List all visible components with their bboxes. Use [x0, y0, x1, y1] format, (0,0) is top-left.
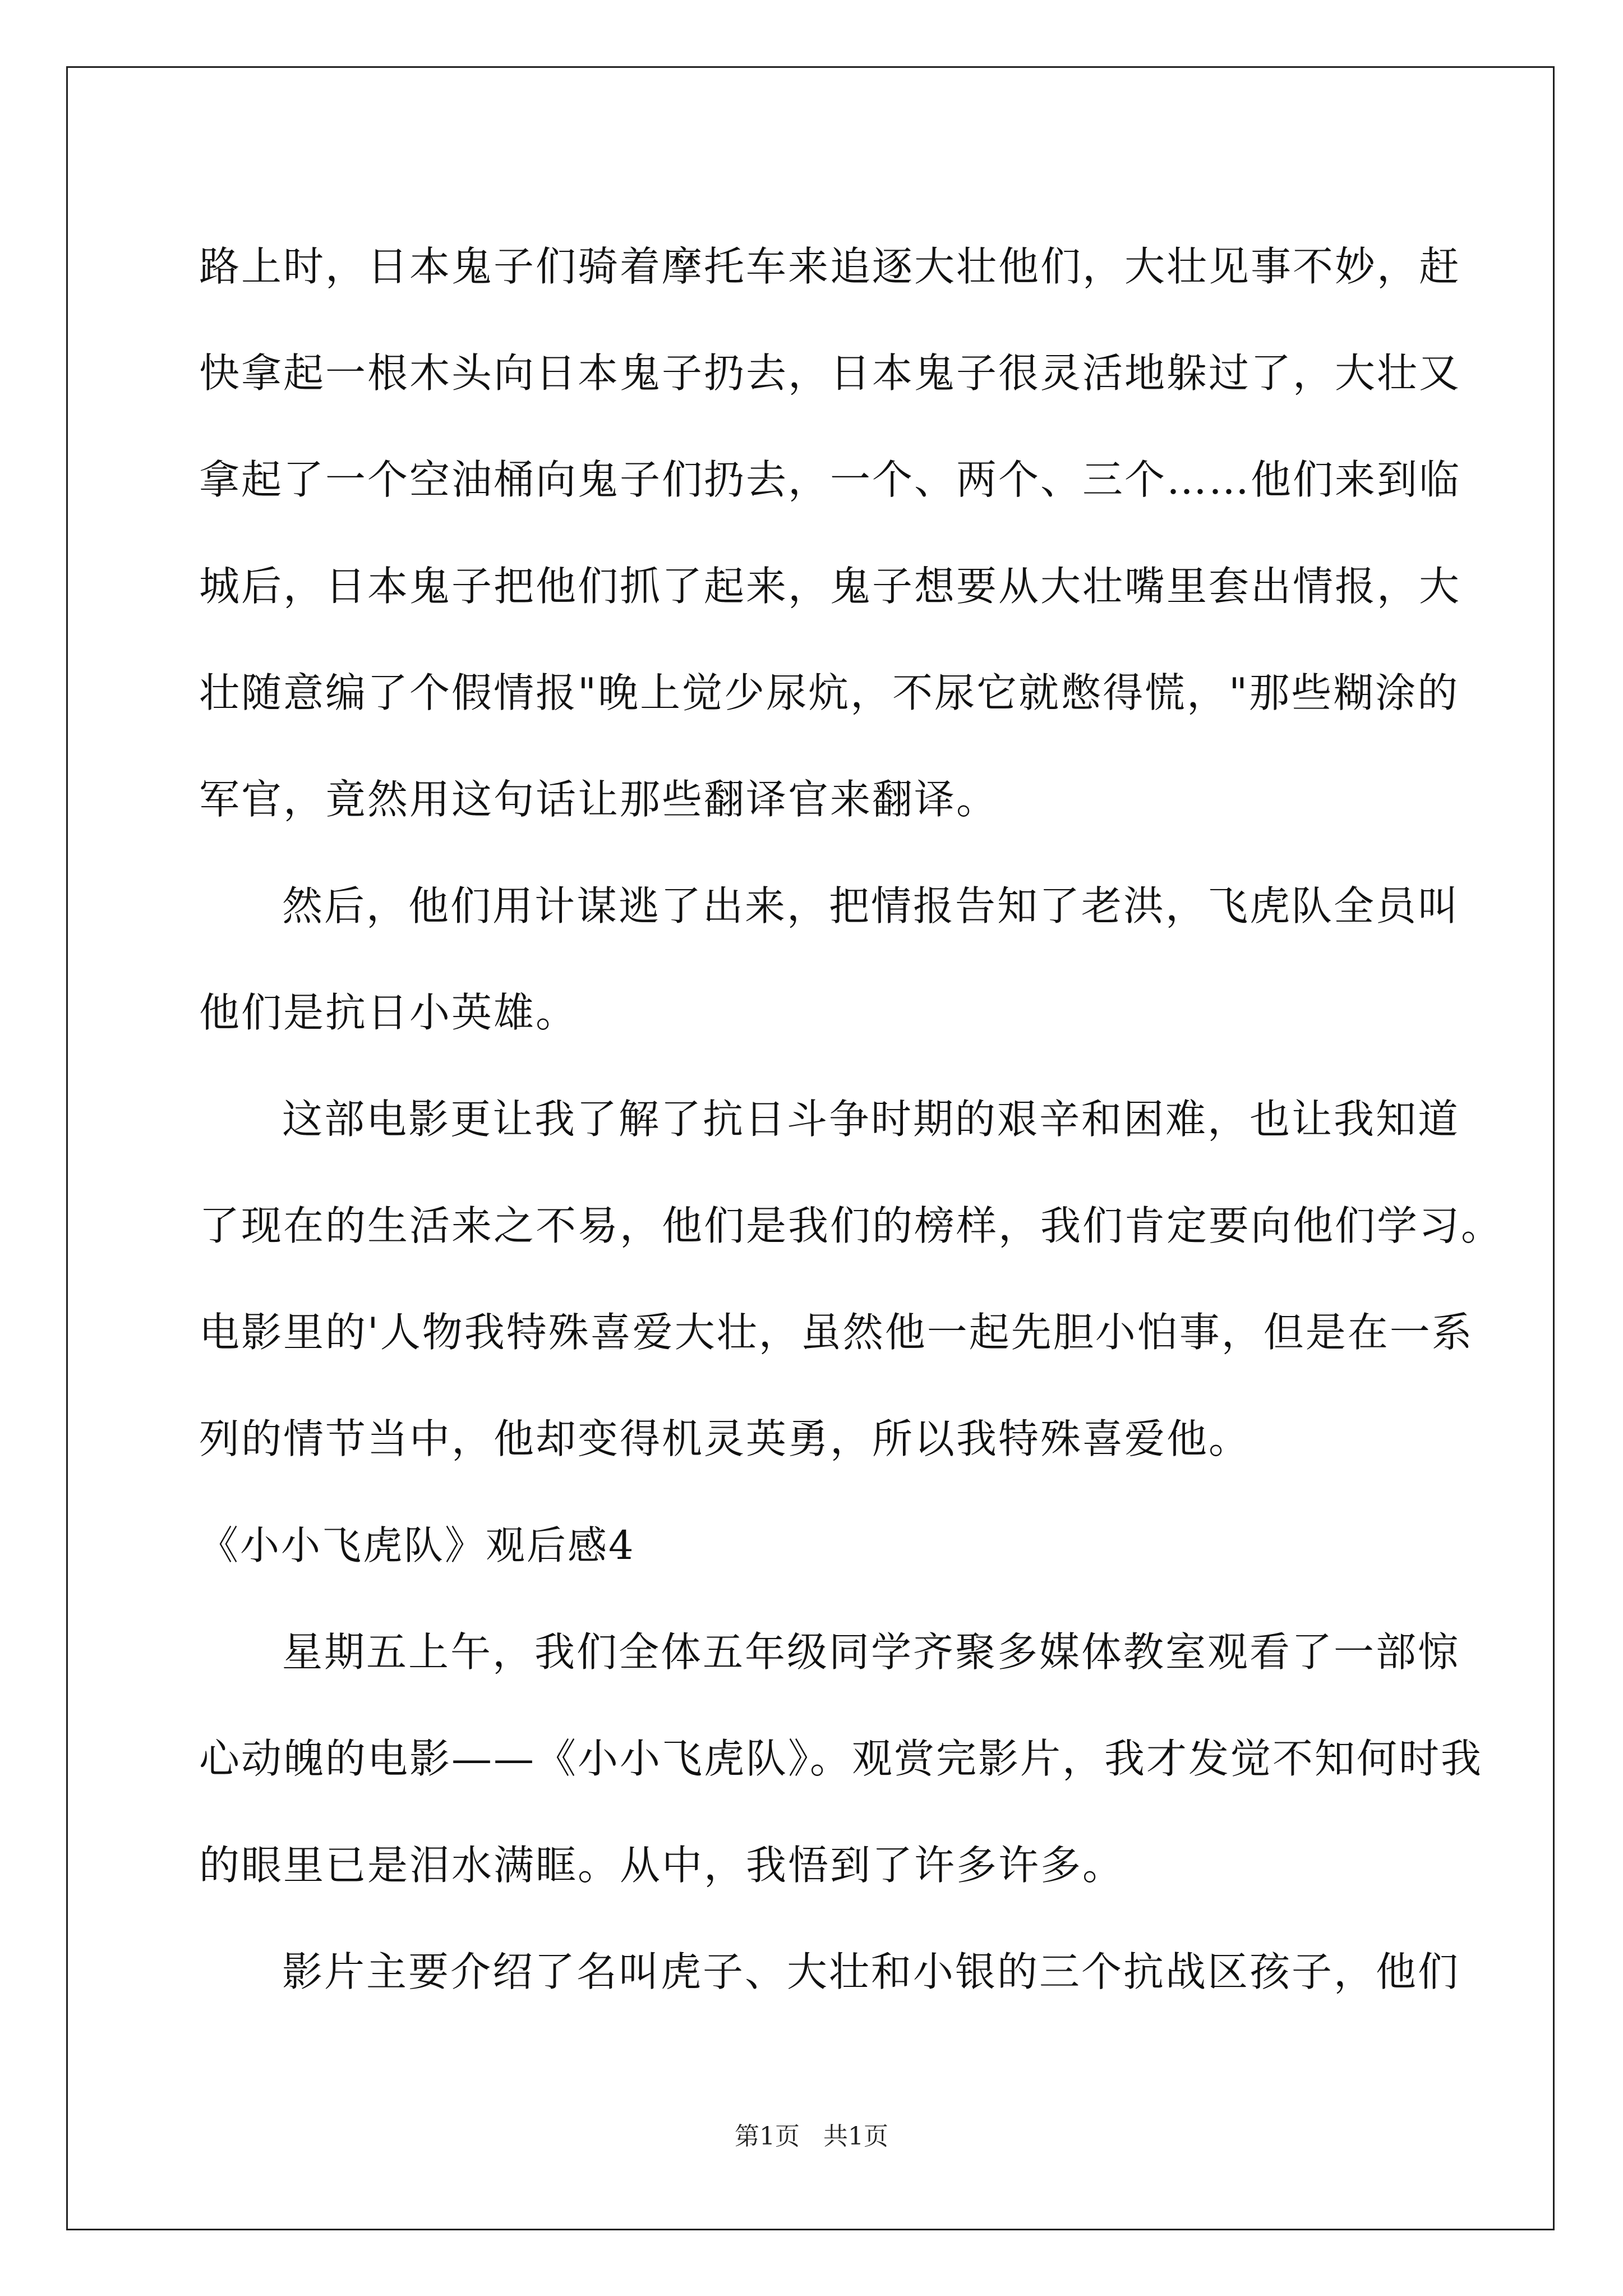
text-line: 军官，竟然用这句话让那些翻译官来翻译。: [199, 776, 999, 823]
paragraph-start-line: 这部电影更让我了解了抗日斗争时期的艰辛和困难，也让我知道: [282, 1096, 1460, 1143]
text-line: 他们是抗日小英雄。: [199, 989, 578, 1036]
page-number-footer: 第1页 共1页: [735, 2122, 888, 2151]
text-line: 快拿起一根木头向日本鬼子扔去，日本鬼子很灵活地躲过了，大壮又: [199, 349, 1461, 397]
paragraph-start-line: 影片主要介绍了名叫虎子、大壮和小银的三个抗战区孩子，他们: [282, 1948, 1460, 1995]
text-line: 列的情节当中，他却变得机灵英勇，所以我特殊喜爱他。: [199, 1415, 1251, 1462]
text-line: 了现在的生活来之不易，他们是我们的榜样，我们肯定要向他们学习。: [199, 1202, 1504, 1249]
paragraph-start-line: 星期五上午，我们全体五年级同学齐聚多媒体教室观看了一部惊: [282, 1628, 1460, 1676]
text-line: 路上时，日本鬼子们骑着摩托车来追逐大壮他们，大壮见事不妙，赶: [199, 243, 1461, 290]
text-line: 的眼里已是泪水满眶。从中，我悟到了许多许多。: [199, 1842, 1125, 1889]
text-line: 电影里的'人物我特殊喜爱大壮，虽然他一起先胆小怕事，但是在一系: [199, 1309, 1474, 1356]
text-line: 城后，日本鬼子把他们抓了起来，鬼子想要从大壮嘴里套出情报，大: [199, 563, 1461, 610]
document-body: [199, 213, 1504, 2025]
text-line: 心动魄的电影——《小小飞虎队》。观赏完影片，我才发觉不知何时我: [199, 1735, 1483, 1782]
paragraph-start-line: 然后，他们用计谋逃了出来，把情报告知了老洪，飞虎队全员叫: [282, 882, 1460, 930]
section-heading: 《小小飞虎队》观后感4: [199, 1522, 635, 1568]
text-line: 壮随意编了个假情报"晚上觉少尿炕，不尿它就憋得慌，"那些糊涂的: [199, 669, 1460, 716]
text-line: 拿起了一个空油桶向鬼子们扔去，一个、两个、三个……他们来到临: [199, 456, 1461, 503]
